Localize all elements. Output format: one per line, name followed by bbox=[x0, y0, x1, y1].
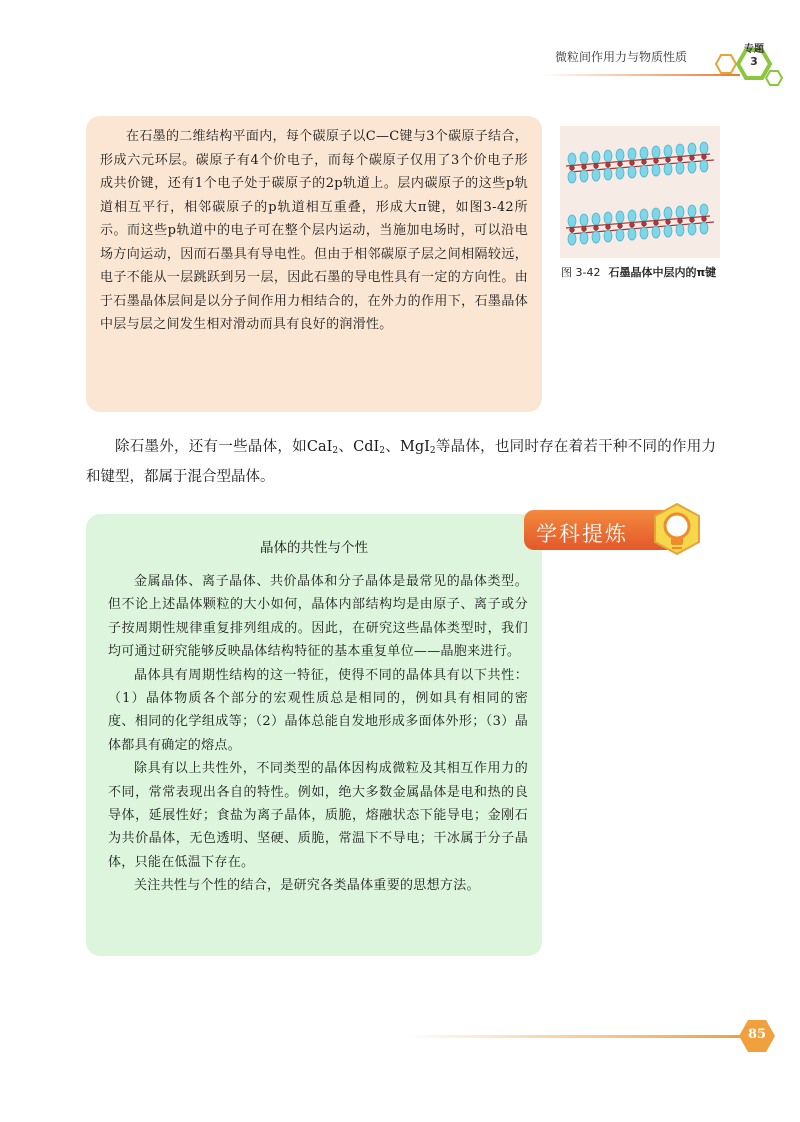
carbon-atom bbox=[678, 157, 683, 162]
graphite-pi-bond-figure bbox=[560, 126, 720, 258]
p-orbital-lobe bbox=[628, 210, 636, 222]
p-orbital-lobe bbox=[664, 145, 672, 157]
p-orbital-lobe bbox=[676, 144, 684, 156]
subject-refinement-box bbox=[86, 514, 542, 956]
mixed-crystal-paragraph bbox=[86, 434, 716, 490]
p-orbital-lobe bbox=[616, 229, 624, 241]
carbon-atom bbox=[678, 219, 683, 224]
carbon-atom bbox=[594, 164, 599, 169]
page-number: 85 bbox=[747, 1027, 767, 1042]
carbon-atom bbox=[702, 217, 707, 222]
p-orbital-lobe bbox=[664, 163, 672, 175]
carbon-atom bbox=[606, 225, 611, 230]
box-title: 晶体的共性与个性 bbox=[260, 540, 368, 556]
p-orbital-lobe bbox=[580, 170, 588, 182]
p-orbital-lobe bbox=[688, 143, 696, 155]
body-text-2: 、CdI bbox=[338, 439, 380, 455]
p-orbital-lobe bbox=[700, 204, 708, 216]
p-orbital-lobe bbox=[628, 166, 636, 178]
p-orbital-lobe bbox=[664, 225, 672, 237]
p-orbital-lobe bbox=[640, 209, 648, 221]
box-body bbox=[108, 570, 528, 898]
p-orbital-lobe bbox=[568, 153, 576, 165]
chapter-title: 微粒间作用力与物质性质 bbox=[555, 50, 688, 64]
p-orbital-lobe bbox=[580, 232, 588, 244]
carbon-atom bbox=[630, 223, 635, 228]
p-orbital-lobe bbox=[700, 160, 708, 172]
figure-number: 图 3-42 bbox=[561, 266, 601, 279]
p-orbital-lobe bbox=[652, 164, 660, 176]
p-orbital-lobe bbox=[580, 214, 588, 226]
p-orbital-lobe bbox=[592, 231, 600, 243]
body-text-1: 除石墨外，还有一些晶体，如CaI bbox=[115, 439, 333, 455]
carbon-atom bbox=[570, 166, 575, 171]
carbon-atom bbox=[630, 161, 635, 166]
carbon-atom bbox=[642, 160, 647, 165]
p-orbital-lobe bbox=[580, 152, 588, 164]
p-orbital-lobe bbox=[568, 215, 576, 227]
box-paragraph: 除具有以上共性外，不同类型的晶体因构成微粒及其相互作用力的不同，常常表现出各自的特性。例如，绝大多数金属晶体是电和热的良导体，延展性好；食盐为离子晶体，质脆，熔融状态下能导电；金刚石为共价晶体，无色透明、坚硬、质脆，常温下不导电；干冰属于分子晶体，只能在低温下存在。 bbox=[108, 761, 528, 870]
graphite-paragraph: 在石墨的二维结构平面内，每个碳原子以C—C键与3个碳原子结合，形成六元环层。碳原子有4个价电子，而每个碳原子仅用了3个价电子形成共价键，还有1个电子处于碳原子的2p轨道上。层内碳原子的这些p轨道相互平行，相邻碳原子的p轨道相互重叠，形成大π键，如图3-42所示。而这些p轨道中的电子可在整个层内运动，当施加电场时，可以沿电场方向运动，因而石墨具有导电性。但由于相邻碳原子层之间相隔较远，电子不能从一层跳跃到另一层，因此石墨的导电性具有一定的方向性。由于石墨晶体层间是以分子间作用力相结合的，在外力的作用下，石墨晶体中层与层之间发生相对滑动而具有良好的润滑性。 bbox=[100, 129, 528, 332]
carbon-atom bbox=[690, 156, 695, 161]
p-orbital-lobe bbox=[604, 230, 612, 242]
carbon-atom bbox=[666, 220, 671, 225]
carbon-atom bbox=[594, 226, 599, 231]
p-orbital-lobe bbox=[664, 207, 672, 219]
box-paragraph: 金属晶体、离子晶体、共价晶体和分子晶体是最常见的晶体类型。但不论上述晶体颗粒的大小如何，晶体内部结构均是由原子、离子或分子按周期性规律重复排列组成的。因此，在研究这些晶体类型时，我们均可通过研究能够反映晶体结构特征的基本重复单位——晶胞来进行。 bbox=[108, 574, 528, 660]
p-orbital-lobe bbox=[676, 162, 684, 174]
p-orbital-lobe bbox=[640, 147, 648, 159]
carbon-atom bbox=[606, 163, 611, 168]
unit-number: 3 bbox=[750, 55, 758, 68]
carbon-atom bbox=[702, 155, 707, 160]
carbon-atom bbox=[618, 162, 623, 167]
p-orbital-lobe bbox=[604, 168, 612, 180]
p-orbital-lobe bbox=[568, 233, 576, 245]
p-orbital-lobe bbox=[700, 142, 708, 154]
p-orbital-lobe bbox=[676, 224, 684, 236]
carbon-atom bbox=[690, 218, 695, 223]
p-orbital-lobe bbox=[652, 208, 660, 220]
unit-label-text: 专题 bbox=[744, 44, 764, 55]
body-text-3: 、MgI bbox=[384, 439, 430, 455]
carbon-atom bbox=[582, 227, 587, 232]
p-orbital-lobe bbox=[688, 223, 696, 235]
figure-caption-text: 石墨晶体中层内的π键 bbox=[608, 266, 717, 279]
p-orbital-lobe bbox=[700, 222, 708, 234]
p-orbital-lobe bbox=[640, 227, 648, 239]
subscript-3: 2 bbox=[429, 446, 436, 456]
subscript-1: 2 bbox=[332, 446, 339, 456]
p-orbital-lobe bbox=[688, 161, 696, 173]
lightbulb-icon bbox=[650, 502, 704, 560]
p-orbital-lobe bbox=[604, 212, 612, 224]
p-orbital-lobe bbox=[628, 228, 636, 240]
box-paragraph: 晶体具有周期性结构的这一特征，使得不同的晶体具有以下共性：（1）晶体物质各个部分的宏观性质总是相同的，例如具有相同的密度、相同的化学组成等；（2）晶体总能自发地形成多面体外形；（3）晶体都具有确定的熔点。 bbox=[108, 667, 528, 753]
graphite-info-box bbox=[86, 116, 542, 412]
carbon-atom bbox=[570, 228, 575, 233]
p-orbital-lobe bbox=[652, 146, 660, 158]
p-orbital-lobe bbox=[628, 148, 636, 160]
p-orbital-lobe bbox=[616, 167, 624, 179]
carbon-atom bbox=[666, 158, 671, 163]
p-orbital-lobe bbox=[616, 211, 624, 223]
carbon-atom bbox=[642, 222, 647, 227]
p-orbital-lobe bbox=[640, 165, 648, 177]
subscript-2: 2 bbox=[379, 446, 385, 456]
body-text-4: 等晶体，也同时存在着若干种不同的作用力和键型，都属于混合型晶体。 bbox=[86, 439, 717, 485]
unit-badge bbox=[737, 44, 771, 68]
section-tab-label: 学科提炼 bbox=[536, 522, 628, 546]
box-paragraph: 关注共性与个性的结合，是研究各类晶体重要的思想方法。 bbox=[134, 878, 480, 894]
p-orbital-lobe bbox=[592, 169, 600, 181]
p-orbital-lobe bbox=[616, 149, 624, 161]
carbon-atom bbox=[618, 224, 623, 229]
figure-caption bbox=[561, 265, 721, 280]
p-orbital-lobe bbox=[652, 226, 660, 238]
p-orbital-lobe bbox=[676, 206, 684, 218]
p-orbital-lobe bbox=[604, 150, 612, 162]
p-orbital-lobe bbox=[592, 151, 600, 163]
carbon-atom bbox=[582, 165, 587, 170]
p-orbital-lobe bbox=[688, 205, 696, 217]
p-orbital-lobe bbox=[592, 213, 600, 225]
carbon-atom bbox=[654, 159, 659, 164]
footer-rule bbox=[405, 1035, 745, 1038]
p-orbital-lobe bbox=[568, 171, 576, 183]
carbon-atom bbox=[654, 221, 659, 226]
